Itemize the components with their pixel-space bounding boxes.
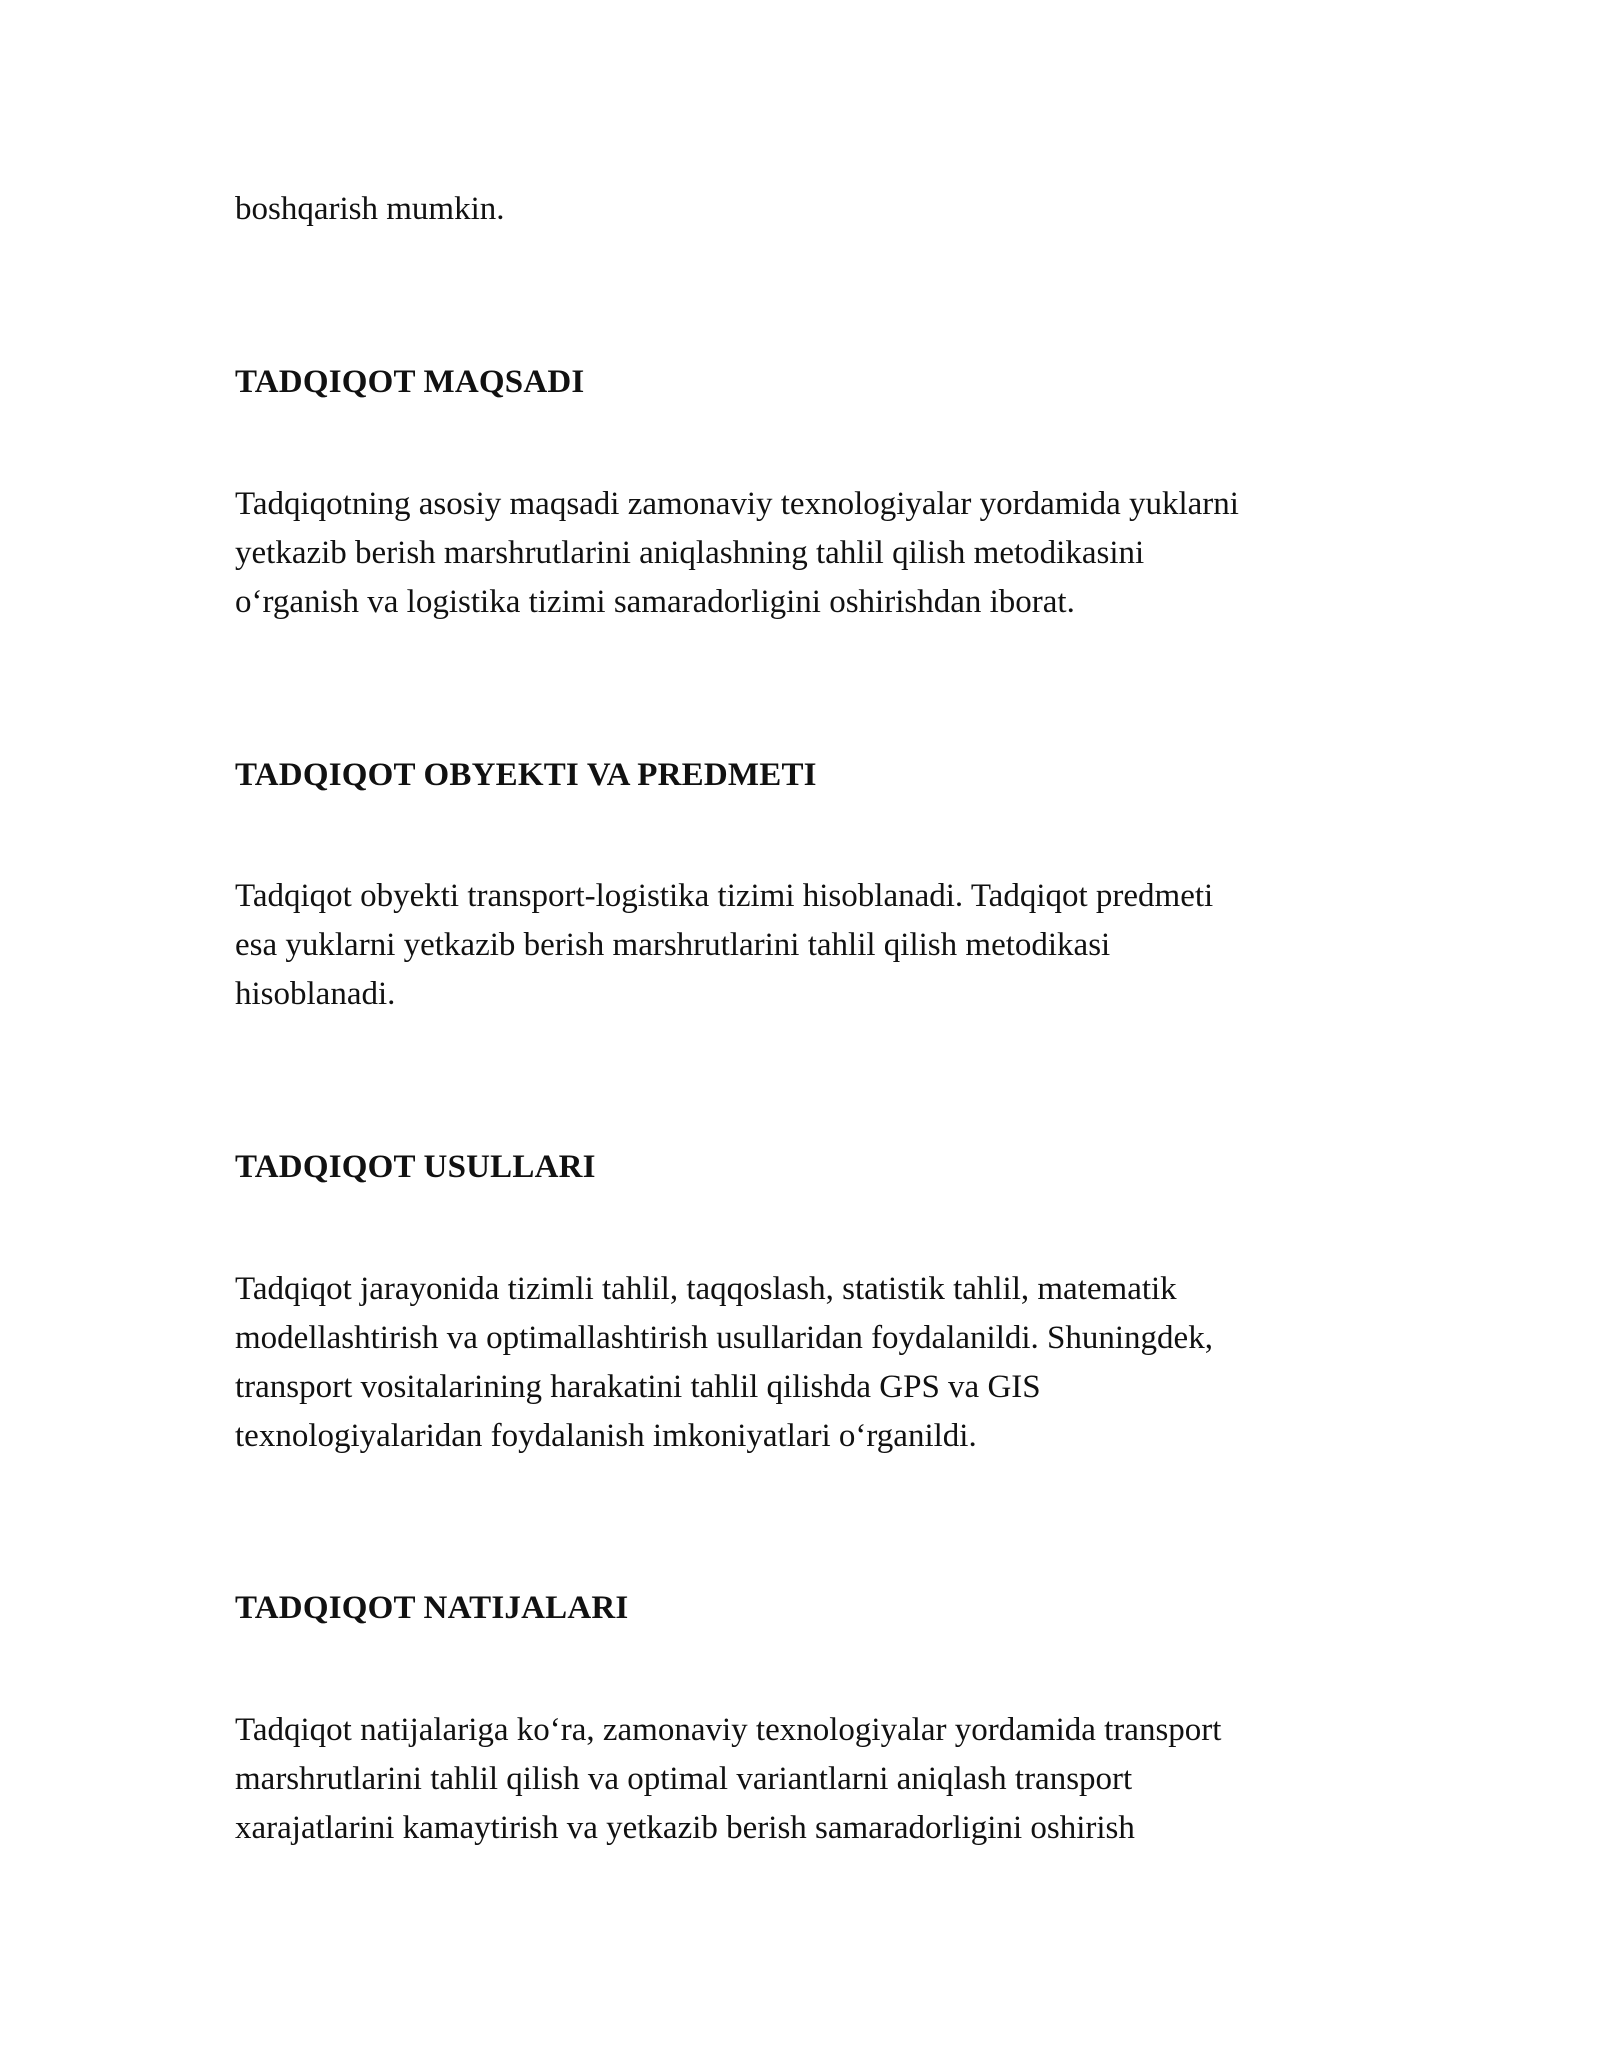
section-heading: TADQIQOT USULLARI	[235, 1149, 596, 1185]
continuation-paragraph	[235, 185, 1385, 234]
section-body-obyekti	[235, 872, 1385, 1019]
paragraph-line: modellashtirish va optimallashtirish usullaridan foydalanildi. Shuningdek,	[235, 1320, 1213, 1356]
paragraph-line: texnologiyalaridan foydalanish imkoniyatlari o‘rganildi.	[235, 1418, 977, 1454]
section-body-maqsadi	[235, 480, 1385, 627]
paragraph-line: Tadqiqot obyekti transport-logistika tizimi hisoblanadi. Tadqiqot predmeti	[235, 878, 1214, 914]
paragraph-line: Tadqiqot jarayonida tizimli tahlil, taqqoslash, statistik tahlil, matematik	[235, 1271, 1177, 1307]
section-heading-natijalari	[235, 1588, 1385, 1628]
paragraph-line: Tadqiqotning asosiy maqsadi zamonaviy texnologiyalar yordamida yuklarni	[235, 486, 1239, 522]
paragraph-line: marshrutlarini tahlil qilish va optimal variantlarni aniqlash transport	[235, 1761, 1133, 1797]
paragraph-line: Tadqiqot natijalariga ko‘ra, zamonaviy texnologiyalar yordamida transport	[235, 1712, 1222, 1748]
paragraph-line: transport vositalarining harakatini tahlil qilishda GPS va GIS	[235, 1369, 1041, 1405]
section-heading-obyekti	[235, 755, 1385, 795]
paragraph-line: hisoblanadi.	[235, 976, 396, 1012]
paragraph-line: yetkazib berish marshrutlarini aniqlashning tahlil qilish metodikasini	[235, 535, 1145, 571]
section-heading: TADQIQOT MAQSADI	[235, 364, 585, 400]
section-heading-maqsadi	[235, 362, 1385, 402]
paragraph-line: esa yuklarni yetkazib berish marshrutlarini tahlil qilish metodikasi	[235, 927, 1111, 963]
section-body-usullari	[235, 1265, 1385, 1461]
section-heading: TADQIQOT NATIJALARI	[235, 1590, 629, 1626]
paragraph-line: o‘rganish va logistika tizimi samaradorligini oshirishdan iborat.	[235, 584, 1075, 620]
section-heading-usullari	[235, 1147, 1385, 1187]
section-heading: TADQIQOT OBYEKTI VA PREDMETI	[235, 757, 817, 793]
paragraph-line: boshqarish mumkin.	[235, 191, 505, 227]
paragraph-line: xarajatlarini kamaytirish va yetkazib berish samaradorligini oshirish	[235, 1810, 1135, 1846]
section-body-natijalari	[235, 1706, 1385, 1853]
